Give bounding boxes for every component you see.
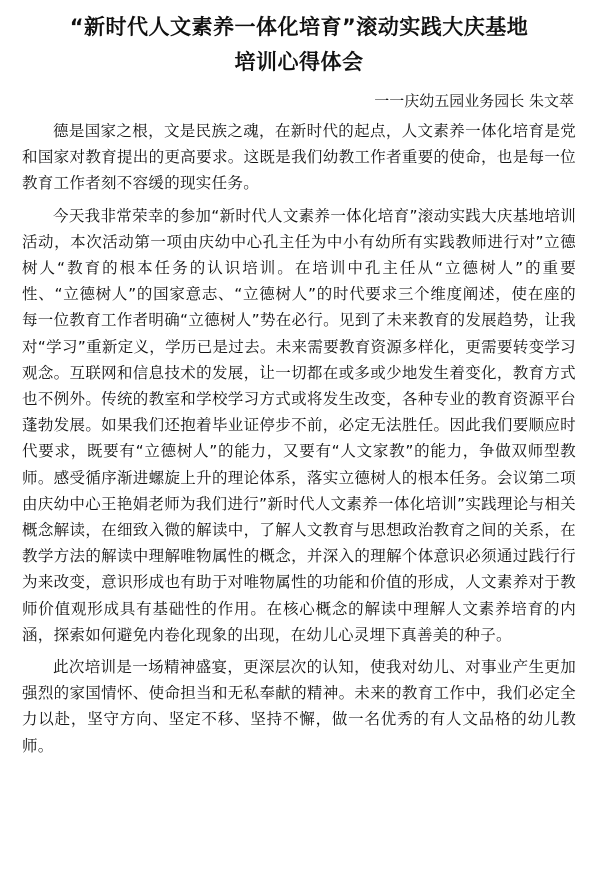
paragraph-2: 今天我非常荣幸的参加“新时代人文素养一体化培育”滚动实践大庆基地培训活动，本次活动第一项由庆幼中心孔主任为中小有幼所有实践教师进行对”立德树人“教育的根本任务的认识培训。在培训中孔主任从“立德树人”的重要性、“立德树人”的国家意志、“立德树人”的时代要求三个维度阐述，使在座的每一位教育工作者明确“立德树人”势在必行。见到了未来教育的发展趋势，让我对“学习”重新定义，学历已是过去。未来需要教育资源多样化，更需要转变学习观念。互联网和信息技术的发展，让一切都在或多或少地发生着变化，教育方式也不例外。传统的教室和学校学习方式或将发生改变，各种专业的教育资源平台蓬勃发展。如果我们还抱着毕业证停步不前，必定无法胜任。因此我们要顺应时代要求，既要有“立德树人”的能力，又要有“人文家教”的能力，争做双师型教师。感受循序渐进螺旋上升的理论体系，落实立德树人的根本任务。会议第二项由庆幼中心王艳娟老师为我们进行”新时代人文素养一体化培训”实践理论与相关概念解读，在细致入微的解读中，了解人文教育与思想政治教育之间的关系，在教学方法的解读中理解唯物属性的概念，并深入的理解个体意识必须通过践行行为来改变，意识形成也有助于对唯物属性的功能和价值的形成，人文素养对于教师价值观形成具有基础性的作用。在核心概念的解读中理解人文素养培育的内涵，探索如何避免内卷化现象的出现，在幼儿心灵埋下真善美的种子。 bbox=[22, 206, 576, 644]
author-byline: 一一庆幼五园业务园长 朱文萃 bbox=[374, 92, 574, 110]
document-title bbox=[22, 10, 576, 80]
title-line-2: 培训心得体会 bbox=[234, 50, 364, 74]
title-line-1: “新时代人文素养一体化培育”滚动实践大庆基地 bbox=[69, 15, 529, 39]
paragraph-3: 此次培训是一场精神盛宴，更深层次的认知，使我对幼儿、对事业产生更加强烈的家国情怀、使命担当和无私奉献的精神。未来的教育工作中，我们必定全力以赴，坚守方向、坚定不移、坚持不懈，做一名优秀的有人文品格的幼儿教师。 bbox=[22, 658, 576, 755]
paragraph-1: 德是国家之根，文是民族之魂，在新时代的起点，人文素养一体化培育是党和国家对教育提出的更高要求。这既是我们幼教工作者重要的使命，也是每一位教育工作者刻不容缓的现实任务。 bbox=[22, 122, 576, 193]
